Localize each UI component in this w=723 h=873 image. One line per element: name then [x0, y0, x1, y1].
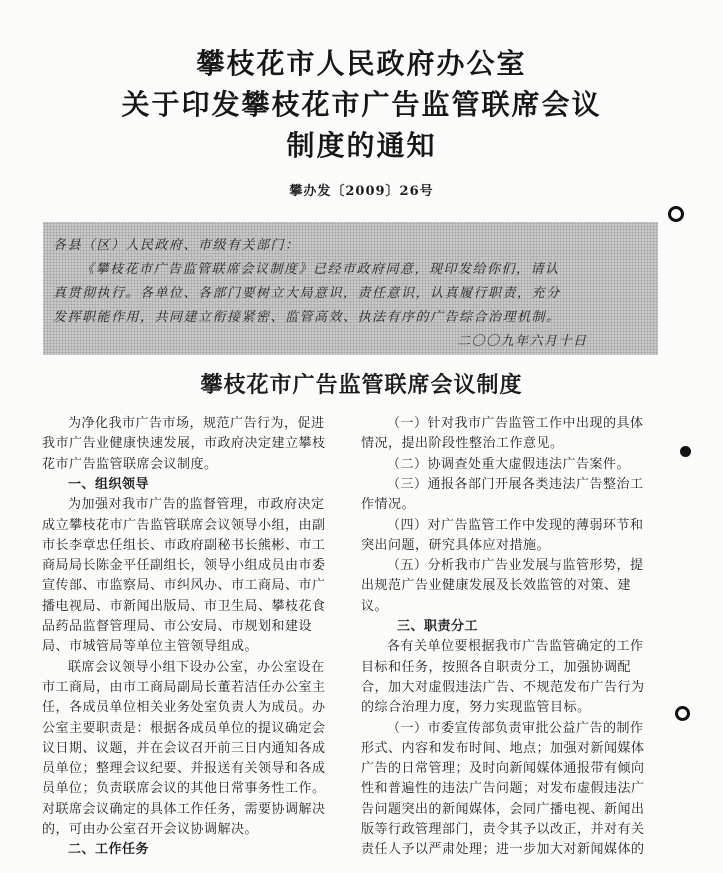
body-line: 形式、内容和发布时间、地点；加强对新闻媒体 — [361, 740, 645, 756]
body-line: 公室主要职责是：根据各成员单位的提议确定会 — [42, 720, 326, 736]
notice-line-2: 《攀枝花市广告监管联席会议制度》已经市政府同意，现印发给你们，请认 — [81, 262, 560, 277]
body-line: 版等行政管理部门，责令其予以改正，并对有关 — [361, 822, 645, 837]
notice-box — [43, 222, 658, 355]
notice-date: 二〇〇九年六月十日 — [457, 334, 588, 349]
body-line: 局、市城管局等单位主管领导组成。 — [42, 639, 259, 655]
body-line: 员单位；负责联席会议的其他日常事务性工作。 — [42, 781, 326, 797]
body-line: （一）针对我市广告监管工作中出现的具体 — [387, 416, 644, 431]
body-line: 作情况。 — [361, 497, 416, 513]
body-line: 市长李章忠任组长、市政府副秘书长熊彬、市工 — [42, 537, 326, 553]
body-line: 各有关单位要根据我市广告监管确定的工作 — [387, 639, 644, 655]
body-line: 我市广告业健康快速发展，市政府决定建立攀枝 — [42, 436, 326, 452]
title-line-3: 制度的通知 — [286, 129, 437, 162]
title-line-1: 攀枝花市人民政府办公室 — [196, 47, 527, 80]
notice-line-3: 真贯彻执行。各单位、各部门要树立大局意识，责任意识，认真履行职责，充分 — [53, 286, 561, 301]
body-line: 品药品监督管理局、市公安局、市规划和建设 — [42, 619, 313, 634]
body-line: 宣传部、市监察局、市纠风办、市工商局、市广 — [42, 578, 326, 594]
section-title: 攀枝花市广告监管联席会议制度 — [200, 373, 523, 398]
body-line: 的，可由办公室召开会议协调解决。 — [42, 822, 259, 837]
body-line: 目标和任务，按照各自职责分工，加强协调配 — [361, 659, 632, 675]
body-line: （四）对广告监管工作中发现的薄弱环节和 — [387, 517, 644, 533]
bullet-hole-bottom — [675, 706, 690, 721]
body-line: 的综合治理力度，努力实现监管目标。 — [361, 700, 591, 716]
body-line: 花市广告监管联席会议制度。 — [42, 456, 218, 472]
body-line: 议日期、议题，并在会议召开前三日内通知各成 — [42, 740, 326, 756]
section-heading: 二、工作任务 — [68, 842, 150, 858]
title-line-2: 关于印发攀枝花市广告监管联席会议 — [121, 88, 602, 121]
body-line: 为净化我市广告市场，规范广告行为，促进 — [68, 416, 325, 431]
body-line: （二）协调查处重大虚假违法广告案件。 — [387, 456, 631, 472]
notice-line-1: 各县（区）人民政府、市级有关部门： — [53, 238, 300, 253]
body-line: 性和普遍性的违法广告问题；对发布虚假违法广 — [361, 781, 645, 797]
body-line: 成立攀枝花市广告监管联席会议领导小组，由副 — [42, 517, 326, 533]
body-line: （三）通报各部门开展各类违法广告整治工 — [387, 476, 644, 492]
body-line: （五）分析我市广告业发展与监管形势，提 — [387, 558, 644, 574]
body-line: 联席会议领导小组下设办公室，办公室设在 — [68, 659, 325, 675]
body-line: 议。 — [361, 598, 389, 614]
body-line: 告问题突出的新闻媒体，会同广播电视、新闻出 — [361, 801, 645, 817]
body-line: 为加强对我市广告的监督管理，市政府决定 — [68, 497, 325, 513]
body-line: 商局局长陈金平任副组长，领导小组成员由市委 — [42, 558, 326, 574]
body-line: 广告的日常管理；及时向新闻媒体通报带有倾向 — [361, 761, 645, 777]
body-line: 任，各成员单位相关业务处室负责人为成员。办 — [42, 700, 326, 716]
body-line: 突出问题，研究具体应对措施。 — [361, 537, 551, 553]
document-number: 攀办发〔2009〕26号 — [289, 184, 434, 199]
bullet-dot-right — [680, 446, 691, 457]
body-line: 市工商局，由市工商局副局长董若洁任办公室主 — [42, 679, 326, 695]
body-line: 责任人予以严肃处理；进一步加大对新闻媒体的 — [361, 842, 645, 858]
body-line: 员单位；整理会议纪要、并报送有关领导和各成 — [42, 761, 326, 777]
body-line: 合，加大对虚假违法广告、不规范发布广告行为 — [361, 679, 645, 695]
section-heading: 三、职责分工 — [397, 619, 479, 634]
notice-line-4: 发挥职能作用，共同建立衔接紧密、监管高效、执法有序的广告综合治理机制。 — [53, 310, 561, 325]
body-line: （一）市委宣传部负责审批公益广告的制作 — [387, 720, 644, 736]
body-line: 情况，提出阶段性整治工作意见。 — [361, 436, 564, 452]
section-heading: 一、组织领导 — [68, 476, 150, 492]
body-line: 播电视局、市新闻出版局、市卫生局、攀枝花食 — [42, 598, 326, 614]
body-line: 出规范广告业健康发展及长效监管的对策、建 — [361, 578, 632, 594]
body-line: 对联席会议确定的具体工作任务，需要协调解决 — [42, 801, 326, 817]
bullet-hole-top — [668, 206, 684, 222]
